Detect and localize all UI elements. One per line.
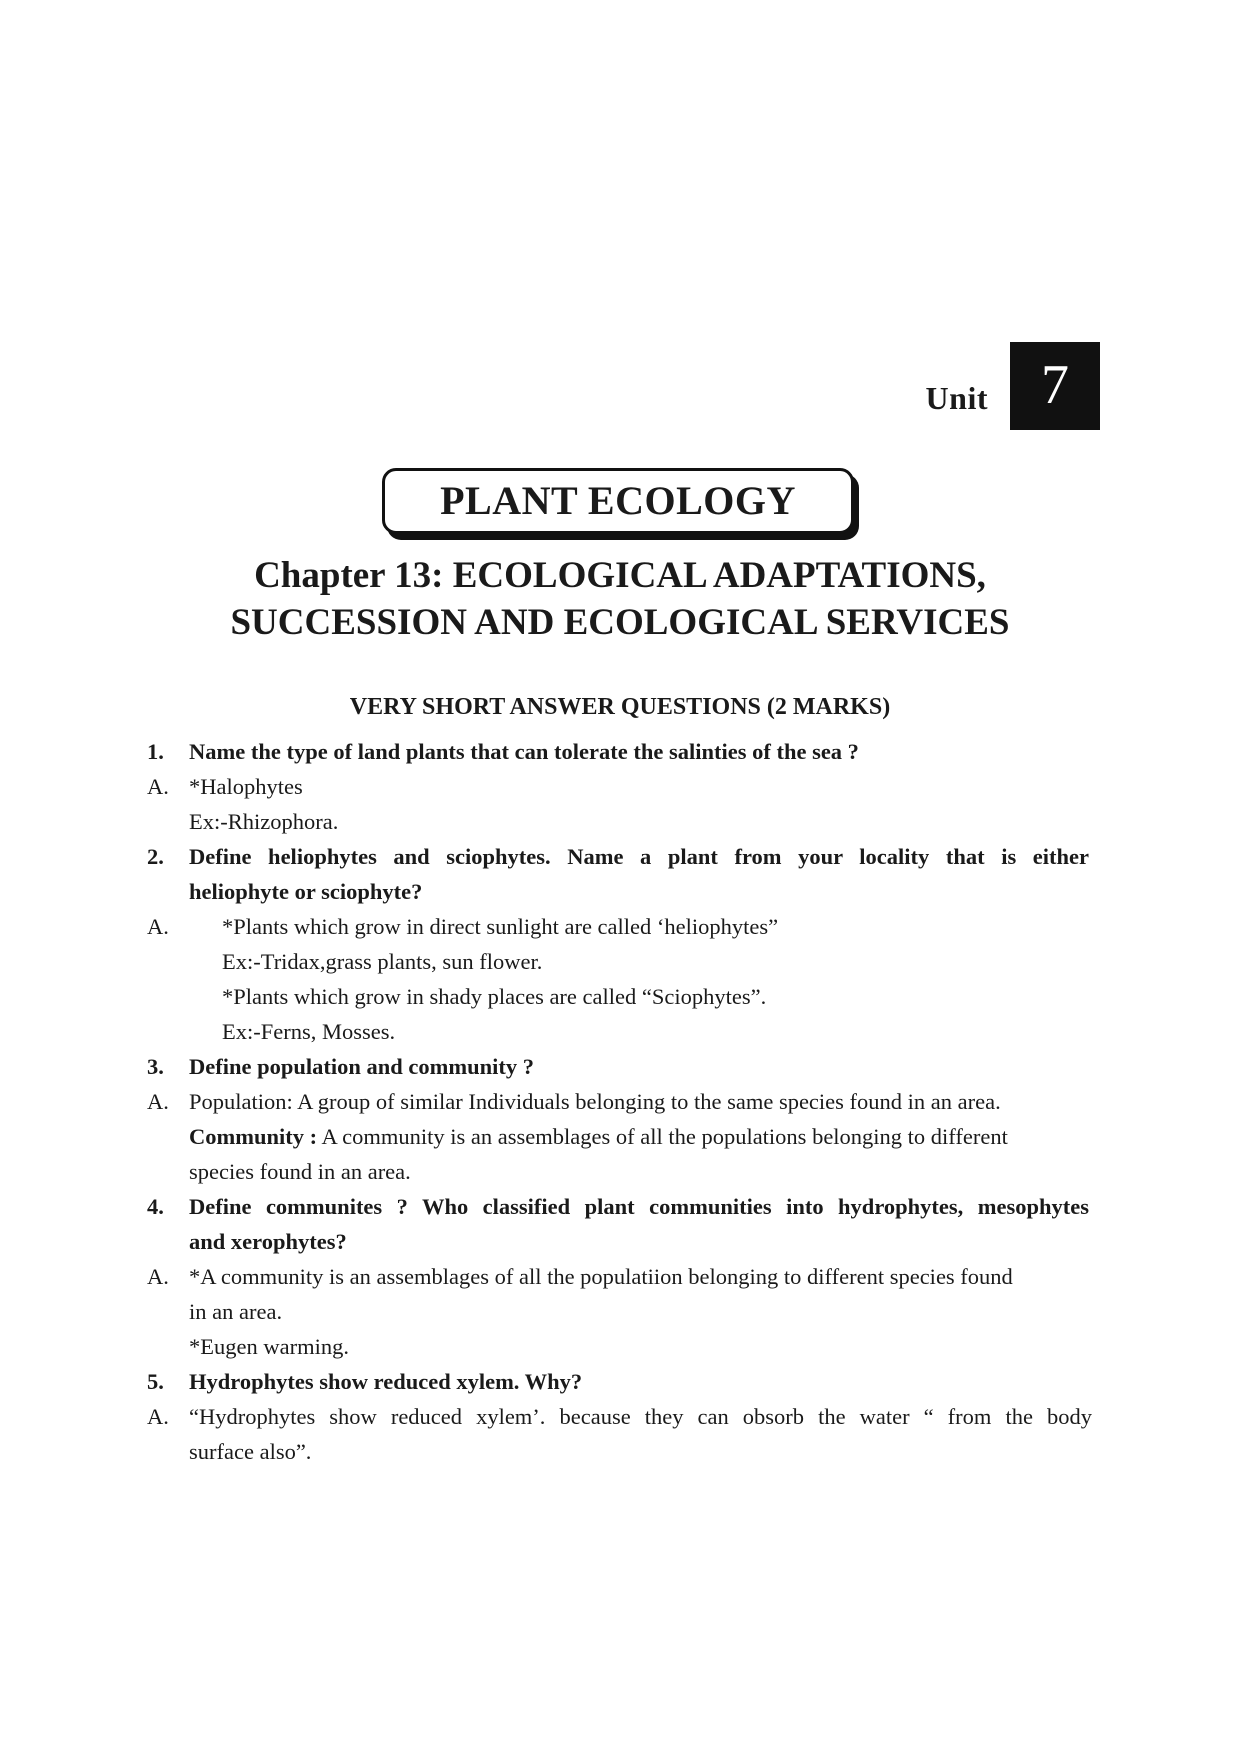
unit-label: Unit: [925, 380, 988, 416]
answer-2-line-4: [0, 1017, 1241, 1052]
answer-5: [0, 1402, 1241, 1437]
answer-text: *Plants which grow in direct sunlight are called ‘heliophytes”: [222, 914, 779, 939]
answer-text: A community is an assemblages of all the populations belonging to different: [321, 1124, 1008, 1149]
question-4: [0, 1192, 1241, 1227]
question-text: Define population and community ?: [189, 1054, 535, 1079]
chapter-title-line-2: SUCCESSION AND ECOLOGICAL SERVICES: [230, 602, 1010, 643]
question-answer-list: [0, 737, 1241, 1472]
unit-number-badge: 7: [1010, 342, 1100, 430]
answer-2: [0, 912, 1241, 947]
answer-marker: A.: [147, 1404, 169, 1429]
answer-3: [0, 1087, 1241, 1122]
question-text: heliophyte or sciophyte?: [189, 879, 423, 904]
question-2: [0, 842, 1241, 877]
question-number: 1.: [147, 739, 164, 764]
answer-text-line: [189, 1122, 1008, 1152]
question-text: Define heliophytes and sciophytes. Name a plant from your locality that is either: [189, 844, 1089, 869]
answer-marker: A.: [147, 1264, 169, 1289]
chapter-title-line-1: Chapter 13: ECOLOGICAL ADAPTATIONS,: [254, 555, 986, 596]
question-5: [0, 1367, 1241, 1402]
section-heading: VERY SHORT ANSWER QUESTIONS (2 MARKS): [349, 694, 891, 720]
question-text: and xerophytes?: [189, 1229, 347, 1254]
question-1: [0, 737, 1241, 772]
chapter-title: [150, 552, 1090, 646]
question-number: 5.: [147, 1369, 164, 1394]
answer-text: Ex:-Rhizophora.: [189, 809, 339, 834]
question-text: Define communites ? Who classified plant communities into hydrophytes, mesophytes: [189, 1194, 1089, 1219]
answer-text: “Hydrophytes show reduced xylem’. because they can obsorb the water “ from the body: [189, 1404, 1092, 1429]
answer-text: *Plants which grow in shady places are called “Sciophytes”.: [222, 984, 767, 1009]
answer-4-line-3: [0, 1332, 1241, 1367]
answer-2-line-2: [0, 947, 1241, 982]
question-4-line-2: [0, 1227, 1241, 1262]
answer-marker: A.: [147, 774, 169, 799]
answer-4: [0, 1262, 1241, 1297]
answer-text: Ex:-Tridax,grass plants, sun flower.: [222, 949, 543, 974]
page-title: PLANT ECOLOGY: [382, 468, 854, 534]
unit-header: [0, 342, 1100, 432]
answer-text: *Halophytes: [189, 774, 303, 799]
answer-1: [0, 772, 1241, 807]
question-text: Name the type of land plants that can tolerate the salinties of the sea ?: [189, 739, 859, 764]
answer-text: in an area.: [189, 1299, 283, 1324]
question-text: Hydrophytes show reduced xylem. Why?: [189, 1369, 583, 1394]
answer-text: *Eugen warming.: [189, 1334, 349, 1359]
answer-marker: A.: [147, 914, 169, 939]
answer-3-line-3: [0, 1157, 1241, 1192]
answer-text: surface also”.: [189, 1439, 312, 1464]
question-number: 4.: [147, 1194, 164, 1219]
answer-1-line-2: [0, 807, 1241, 842]
answer-4-line-2: [0, 1297, 1241, 1332]
answer-5-line-2: [0, 1437, 1241, 1472]
answer-3-line-2: [0, 1122, 1241, 1157]
answer-2-line-3: [0, 982, 1241, 1017]
community-term: Community :: [189, 1124, 318, 1149]
answer-text: *A community is an assemblages of all the populatiion belonging to different species found: [189, 1264, 1013, 1289]
question-2-line-2: [0, 877, 1241, 912]
question-3: [0, 1052, 1241, 1087]
question-number: 3.: [147, 1054, 164, 1079]
answer-text: species found in an area.: [189, 1159, 411, 1184]
question-number: 2.: [147, 844, 164, 869]
answer-text: Population: A group of similar Individuals belonging to the same species found in an area.: [189, 1089, 1001, 1114]
answer-marker: A.: [147, 1089, 169, 1114]
answer-text: Ex:-Ferns, Mosses.: [222, 1019, 396, 1044]
